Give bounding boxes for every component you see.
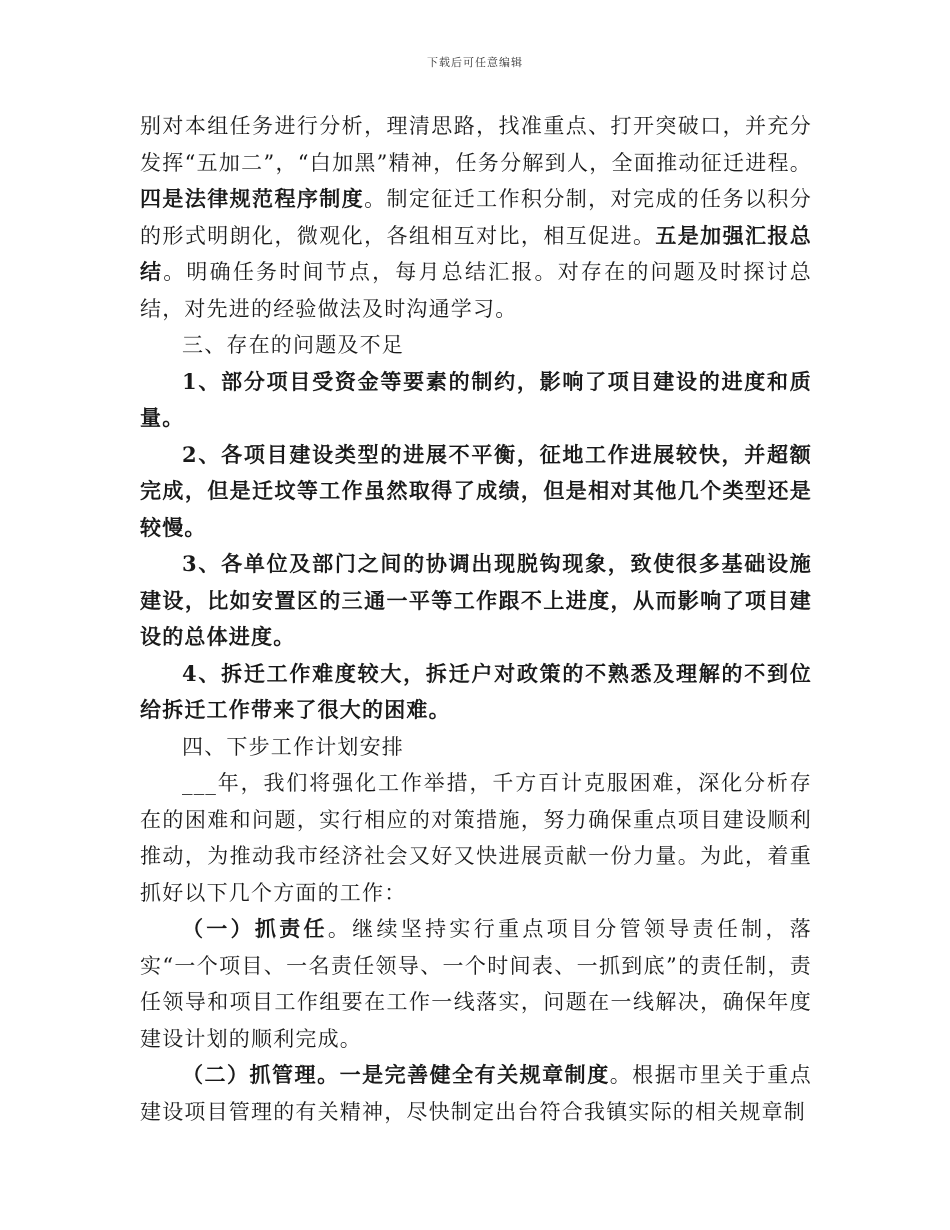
issue-item-2: 2、各项目建设类型的进展不平衡，征地工作进展较快，并超额完成，但是迁坟等工作虽然取得了成绩，但是相对其他几个类型还是较慢。 (140, 441, 812, 540)
separator: 。 (317, 1062, 340, 1087)
plan-item-text: 。根据市里关于重点建设项目管理的有关精神，尽快制定出台符合我镇实际的相关规章制 (140, 1063, 812, 1124)
plan-item-title: （一）抓责任 (182, 916, 328, 941)
plan-intro-paragraph: ___年，我们将强化工作举措，千方百计克服困难，深化分析存在的困难和问题，实行相应的对策措施，努力确保重点项目建设顺利推动，为推动我市经济社会又好又快进展贡献一份力量。为此，着重抓好以下几个方面的工作： (140, 771, 812, 905)
plan-item-management (140, 1057, 812, 1130)
text-segment: 。制定征迁工作积分制，对完成的任务以积分的形式明朗化，微观化，各组相互对比，相互促进。 (140, 187, 813, 248)
paragraph-work-measures (140, 108, 812, 327)
section-heading-problems: 三、存在的问题及不足 (182, 333, 404, 357)
bold-point-four: 四是法律规范程序制度 (140, 186, 365, 211)
plan-item-responsibility (140, 911, 812, 1057)
bold-point-five: 五是加强汇报总结 (140, 222, 812, 284)
issue-item-3: 3、各单位及部门之间的协调出现脱钩现象，致使很多基础设施建设，比如安置区的三通一平等工作跟不上进度，从而影响了项目建设的总体进度。 (140, 551, 812, 649)
plan-item-text: 。继续坚持实行重点项目分管领导责任制，落实“一个项目、一名责任领导、一个时间表、一抓到底”的责任制，责任领导和项目工作组要在工作一线落实，问题在一线解决，确保年度建设计划的顺利完成。 (140, 917, 812, 1051)
section-heading-plan: 四、下步工作计划安排 (182, 734, 404, 759)
issue-item-1: 1、部分项目受资金等要素的制约，影响了项目建设的进度和质量。 (140, 368, 812, 430)
page-header: 下载后可任意编辑 (427, 56, 523, 69)
text-segment: 。明确任务时间节点，每月总结汇报。对存在的问题及时探讨总结，对先进的经验做法及时沟通学习。 (140, 260, 812, 321)
text-segment: 别对本组任务进行分析，理清思路，找准重点、打开突破口，并充分发挥“五加二”，“白加黑”精神，任务分解到人，全面推动征迁进程。 (140, 114, 812, 175)
issue-item-4: 4、拆迁工作难度较大，拆迁户对政策的不熟悉及理解的不到位给拆迁工作带来了很大的困难。 (140, 660, 812, 722)
document-body (140, 108, 812, 1130)
plan-item-title: （二）抓管理 (182, 1062, 318, 1087)
plan-subpoint-title: 一是完善健全有关规章制度 (339, 1062, 610, 1087)
